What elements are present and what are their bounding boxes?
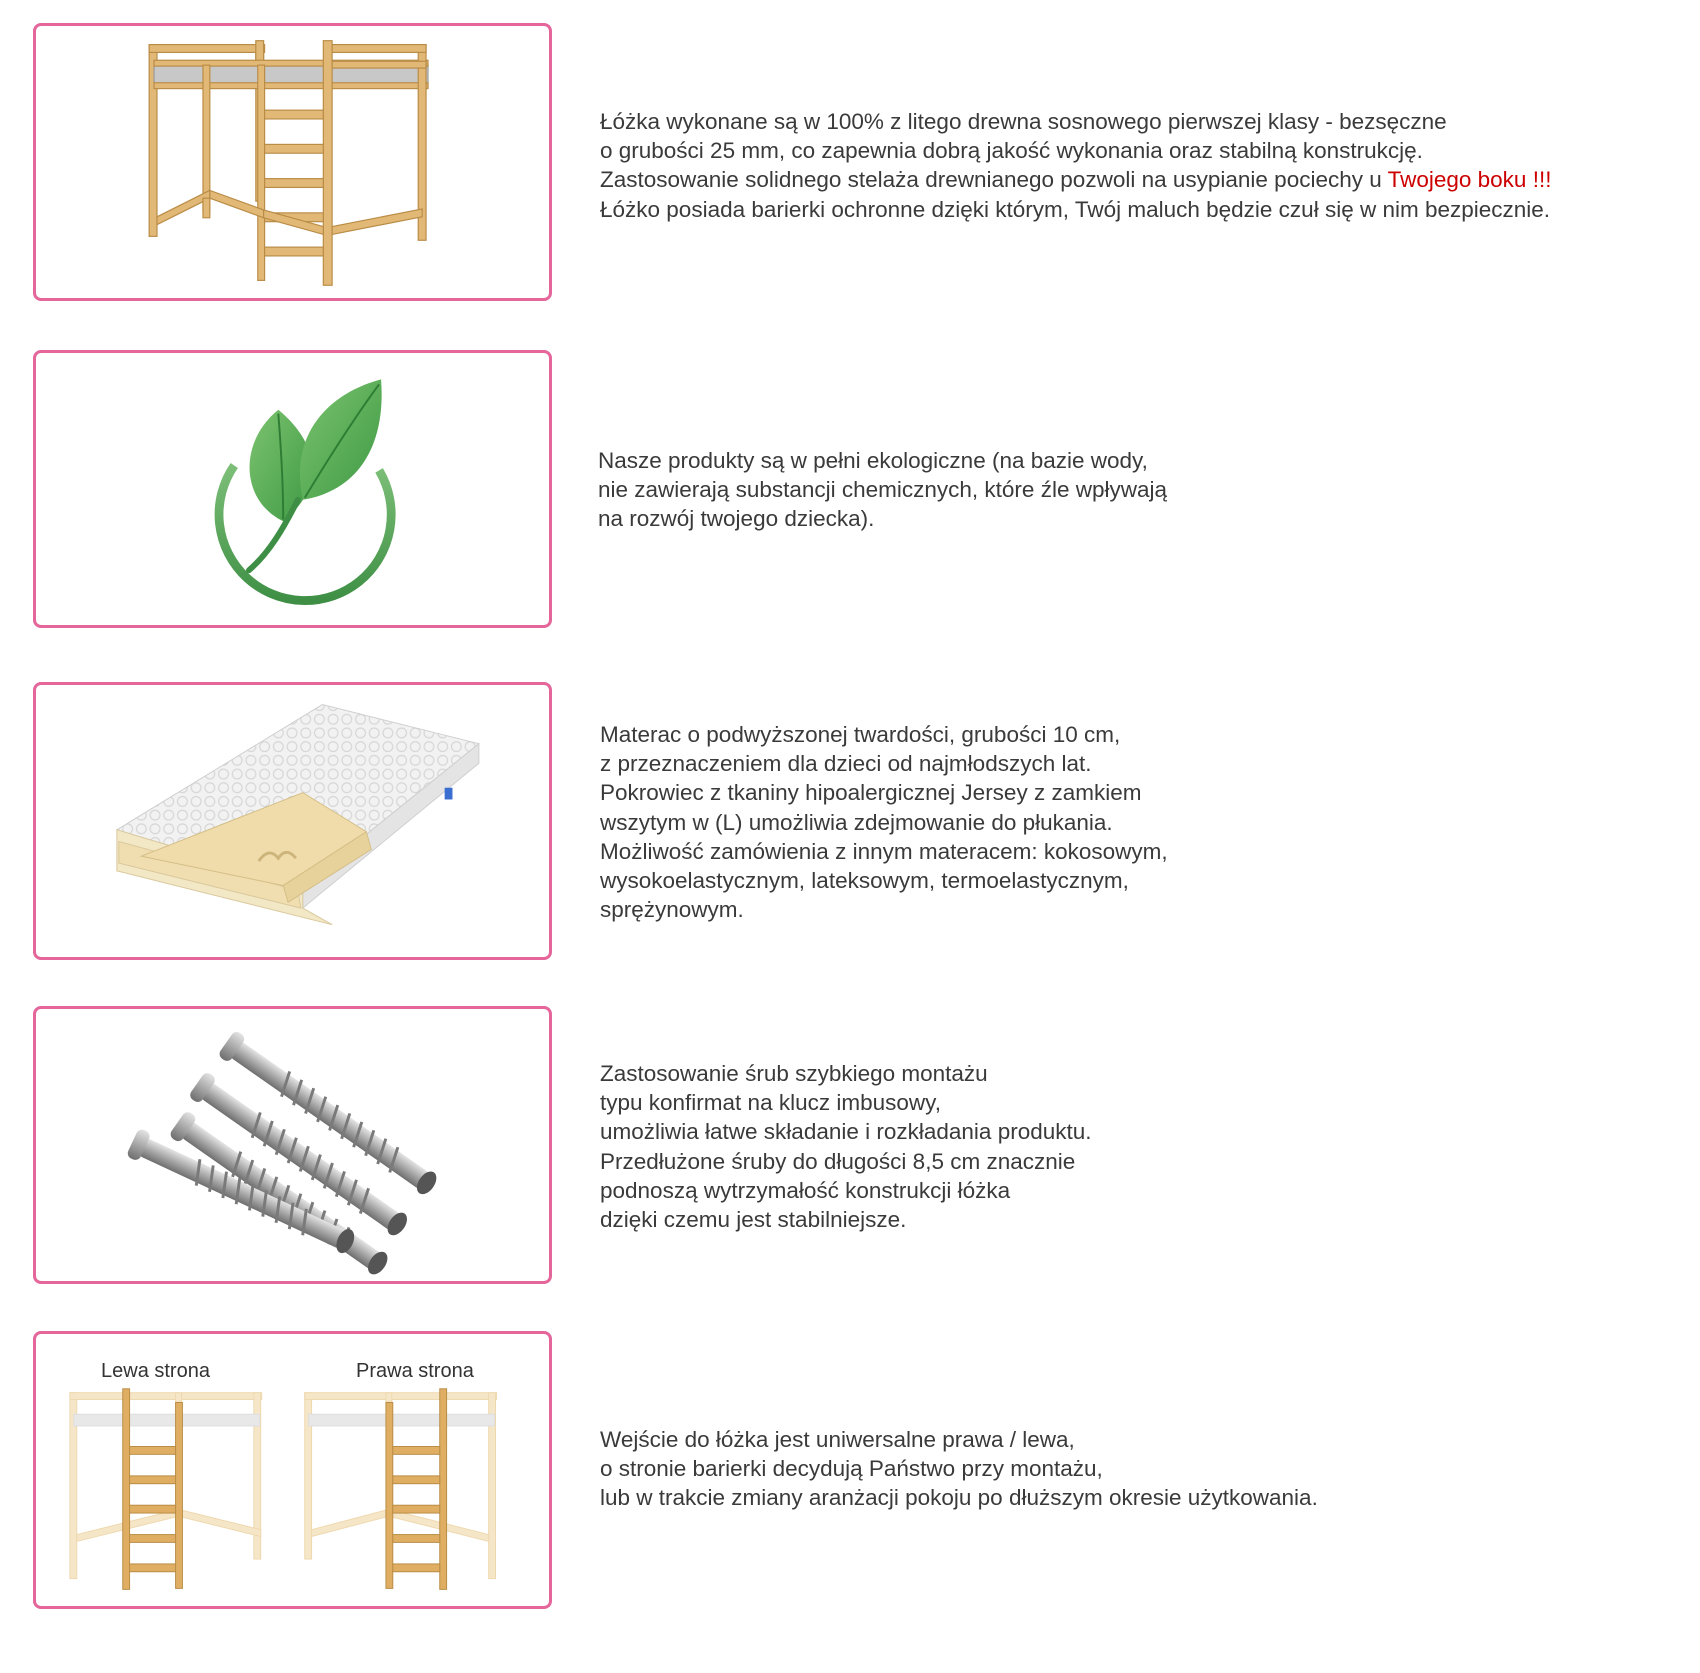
text-line: typu konfirmat na klucz imbusowy, xyxy=(600,1090,941,1116)
eco-image-card xyxy=(33,350,552,628)
text-line: Zastosowanie śrub szybkiego montażu xyxy=(600,1061,988,1086)
text-line: Wejście do łóżka jest uniwersalne prawa / lewa, xyxy=(600,1427,1075,1452)
text-line: o stronie barierki decydują Państwo przy montażu, xyxy=(600,1456,1103,1482)
text-line-part: Zastosowanie solidnego stelaża drewnianego pozwoli na usypianie pociechy u xyxy=(600,167,1388,193)
right-side-label: Prawa strona xyxy=(356,1360,474,1382)
text-line: Materac o podwyższonej twardości, grubości 10 cm, xyxy=(600,722,1121,747)
text-line: nie zawierają substancji chemicznych, które źle wpływają xyxy=(598,477,1167,503)
text-line: z przeznaczeniem dla dzieci od najmłodszych lat. xyxy=(600,751,1092,777)
text-line: Możliwość zamówienia z innym materacem: kokosowym, xyxy=(600,838,1168,864)
mattress-description xyxy=(600,720,1690,924)
mattress-illustration xyxy=(36,685,549,957)
eco-description xyxy=(598,446,1688,534)
text-line: umożliwia łatwe składanie i rozkładania produktu. xyxy=(600,1119,1092,1145)
highlight-text: Twojego boku !!! xyxy=(1387,167,1552,193)
ladder-sides-illustration xyxy=(36,1334,549,1606)
loft-bed-illustration xyxy=(36,26,549,298)
loft-bed-image-card xyxy=(33,23,552,301)
eco-leaf-icon xyxy=(36,353,549,625)
screws-description xyxy=(600,1059,1690,1234)
wood-description xyxy=(600,107,1690,224)
text-line: Łóżko posiada barierki ochronne dzięki którym, Twój maluch będzie czuł się w nim bezpiecznie. xyxy=(600,196,1551,222)
text-line: Pokrowiec z tkaniny hipoalergicznej Jersey z zamkiem xyxy=(600,780,1142,806)
text-line: Nasze produkty są w pełni ekologiczne (na bazie wody, xyxy=(598,448,1148,473)
left-side-label: Lewa strona xyxy=(101,1360,210,1382)
text-line: na rozwój twojego dziecka). xyxy=(598,506,875,532)
ladder-description xyxy=(600,1425,1690,1513)
mattress-image-card xyxy=(33,682,552,960)
text-line: dzięki czemu jest stabilniejsze. xyxy=(600,1207,907,1233)
text-line: wszytym w (L) umożliwia zdejmowanie do płukania. xyxy=(600,809,1113,835)
text-line: wysokoelastycznym, lateksowym, termoelastycznym, xyxy=(600,868,1129,894)
screws-image-card xyxy=(33,1006,552,1284)
text-line xyxy=(600,165,1690,194)
text-line: Przedłużone śruby do długości 8,5 cm znacznie xyxy=(600,1148,1076,1174)
text-line: podnoszą wytrzymałość konstrukcji łóżka xyxy=(600,1177,1011,1203)
ladder-image-card xyxy=(33,1331,552,1609)
text-line: lub w trakcie zmiany aranżacji pokoju po dłuższym okresie użytkowania. xyxy=(600,1485,1318,1511)
text-line: o grubości 25 mm, co zapewnia dobrą jakość wykonania oraz stabilną konstrukcję. xyxy=(600,138,1423,164)
text-line: sprężynowym. xyxy=(600,897,744,923)
text-line: Łóżka wykonane są w 100% z litego drewna sosnowego pierwszej klasy - bezsęczne xyxy=(600,109,1447,134)
screws-illustration xyxy=(36,1009,549,1281)
